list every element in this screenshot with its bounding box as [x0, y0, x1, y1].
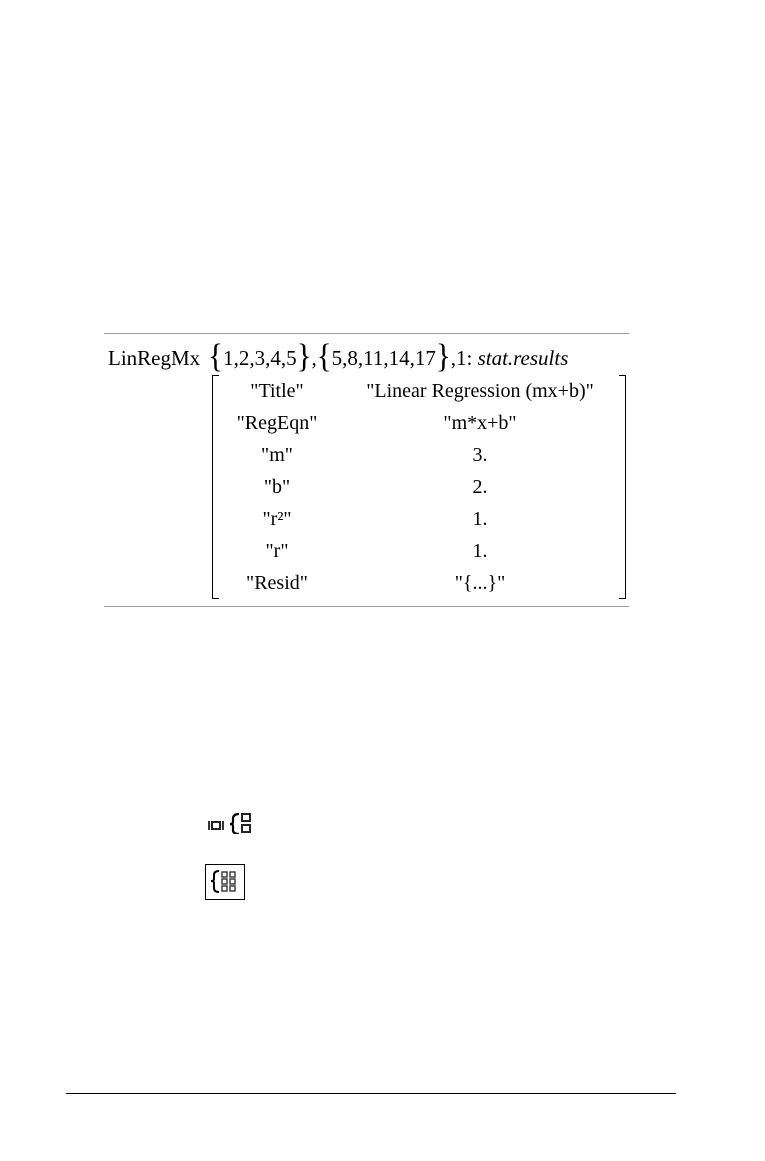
matrix-key: "r" [265, 540, 289, 562]
matrix-value: 1. [472, 508, 488, 530]
footer-rule [66, 1093, 676, 1094]
close-brace: } [296, 336, 312, 375]
result-matrix [212, 375, 626, 601]
store-variable: stat.results [477, 346, 569, 371]
matrix-row [212, 375, 626, 407]
command-name: LinRegMx [108, 346, 201, 371]
list-template-icon [205, 864, 245, 900]
close-brace: } [435, 336, 451, 375]
command-line [108, 336, 569, 375]
matrix-row [212, 503, 626, 535]
matrix-key: "Title" [250, 380, 304, 402]
matrix-key: "m" [261, 444, 293, 466]
matrix-value: "m*x+b" [443, 412, 517, 434]
matrix-value: 1. [472, 540, 488, 562]
list1: 1,2,3,4,5 [223, 346, 297, 371]
list2: 5,8,11,14,17 [331, 346, 436, 371]
matrix-value: "{...}" [454, 572, 506, 594]
open-brace: { [316, 336, 332, 375]
command-tail: ,1: [450, 346, 478, 371]
matrix-row [212, 535, 626, 567]
matrix-value: 2. [472, 476, 488, 498]
matrix-key: "r²" [262, 508, 292, 530]
example-box [104, 333, 629, 607]
matrix-value: "Linear Regression (mx+b)" [366, 380, 594, 402]
matrix-row [212, 471, 626, 503]
matrix-row [212, 567, 626, 599]
example-bottom-rule [104, 606, 629, 607]
matrix-key: "RegEqn" [236, 412, 318, 434]
matrix-row [212, 439, 626, 471]
matrix-list-toggle-icon [205, 808, 273, 834]
example-top-rule [104, 333, 629, 334]
comma-separator: , [311, 346, 317, 371]
open-brace: { [208, 336, 224, 375]
matrix-key: "b" [263, 476, 291, 498]
matrix-row [212, 407, 626, 439]
matrix-key: "Resid" [246, 572, 308, 594]
matrix-value: 3. [472, 444, 488, 466]
